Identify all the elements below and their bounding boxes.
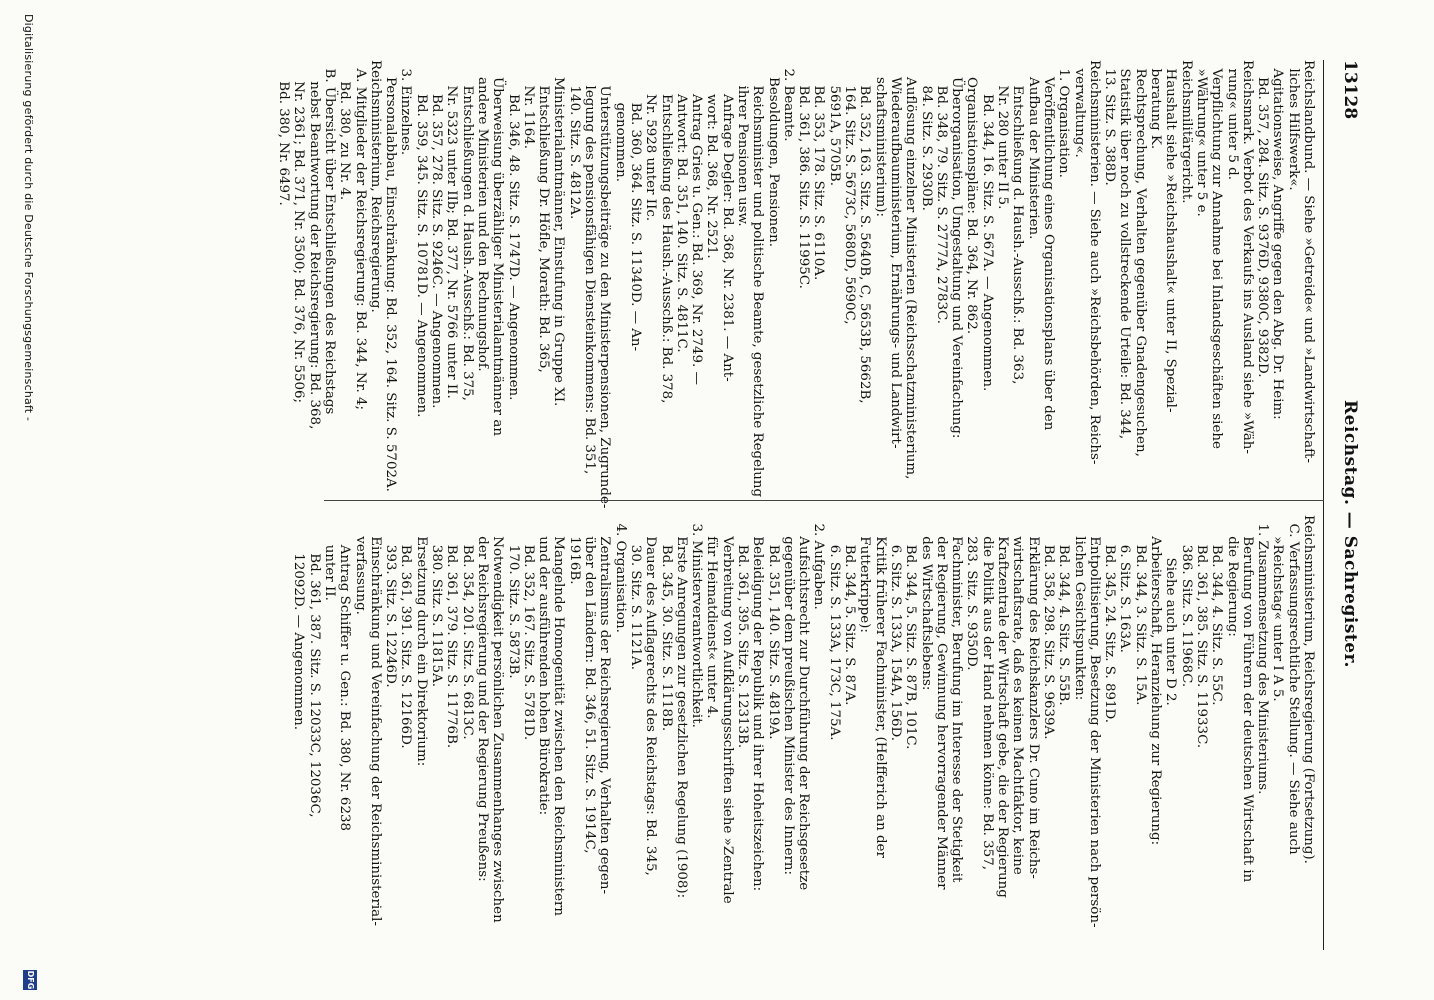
index-entry-line: Reichsmilitärgericht. (1178, 60, 1194, 204)
index-entry-line: Reichsministerium, Reichsregierung (Fortsetzung). (1301, 515, 1316, 864)
index-entry-line: 30. Sitz. S. 1121A. (627, 515, 643, 670)
index-entry-line: Bd. 346, 48. Sitz. S. 1747D. — Angenommen. (505, 60, 521, 401)
index-entry-line: des Wirtschaftslebens: (918, 515, 934, 691)
index-entry-line: Bd. 344, 3. Sitz. S. 15A. (1132, 515, 1148, 706)
index-entry-line: 140. Sitz. S. 4812A. (566, 60, 582, 220)
index-entry-line: der Reichsregierung und der Regierung Preußens: (474, 515, 490, 882)
index-entry-line: Verbreitung von Aufklärungsschriften siehe »Zentrale (719, 515, 735, 904)
index-entry-line: für Heimatdienst« unter 4. (704, 515, 720, 719)
index-entry-line: verfassung. (352, 515, 368, 615)
index-entry-line: Bd. 351, 140. Sitz. S. 4819A. (765, 515, 781, 740)
index-entry-line: Erklärung des Reichskanzlers Dr. Cuno im Reichs- (1025, 515, 1041, 879)
index-entry-line: unter II. (322, 515, 337, 601)
index-entry-line: Organisationspläne: Bd. 364, Nr. 862. (964, 60, 980, 335)
index-entry-line: 380. Sitz. S. 11815A. (429, 515, 445, 688)
index-entry-line: Aufsichtsrecht zur Durchführung der Reichsgesetze (796, 515, 812, 891)
dfg-logo-icon: DFG (23, 970, 37, 990)
index-entry-line: Kritik früherer Fachminister, (Helfferich an der (872, 515, 888, 858)
index-entry-line: Reichsmark. Verbot des Verkaufs ins Ausland siehe »Wäh- (1239, 60, 1255, 454)
index-entry-line: 4. Organisation. (612, 515, 628, 633)
index-entry-line: Entschließungen d. Haush.-Ausschß.: Bd. 375, (459, 60, 475, 401)
index-entry-line: Bd. 361, 391. Sitz. S. 12166D. (398, 515, 414, 749)
index-entry-line: Nr. 5928 unter IIc. (643, 60, 659, 222)
index-entry-line: 6. Sitz. S. 163A. (1117, 515, 1133, 653)
index-entry-line: Bd. 345, 24. Sitz. S. 891D. (1102, 515, 1118, 724)
index-entry-line: Entpolitisierung, Besetzung der Ministerien nach persön- (1086, 515, 1102, 928)
index-entry-line: Bd. 361, 386. Sitz. S. 11995C. (796, 60, 812, 289)
index-entry-line: Bd. 359, 345. Sitz. S. 10781D. — Angenommen. (413, 60, 429, 418)
index-entry-line: ihrer Pensionen usw. (735, 60, 751, 227)
index-entry-line: Futterkrippe): (857, 515, 873, 633)
index-entry-line: schaftsministerium): (872, 60, 888, 218)
index-entry-line: Reichslandbund. — Siehe »Getreide« und »Landwirtschaft- (1301, 60, 1316, 463)
index-entry-line: Bd. 380, Nr. 6497. (276, 60, 292, 206)
index-entry-line: Bd. 361, 395. Sitz. S. 12313B. (735, 515, 751, 749)
index-entry-line: Bd. 361, 387. Sitz. S. 12033C, 12036C, (306, 515, 322, 818)
index-entry-line: Antwort: Bd. 351, 140. Sitz. S. 4811C. (673, 60, 689, 353)
index-entry-line: Entschließung d. Haush.-Ausschß.: Bd. 363, (1010, 60, 1026, 385)
index-entry-line: wort: Bd. 368, Nr. 2521. (704, 60, 720, 259)
index-entry-line: Arbeiterschaft, Heranziehung zur Regierung: (1148, 515, 1164, 846)
left-column (276, 60, 1316, 509)
index-entry-line: der Regierung, Gewinnung hervorragender Männer (933, 515, 949, 890)
index-entry-line: 12092D. — Angenommen. (291, 515, 307, 731)
index-entry-line: Anfrage Degler: Bd. 368, Nr. 2381. — Ant- (719, 60, 735, 382)
index-entry-line: 1. Organisation. (1056, 60, 1072, 178)
index-entry-line: A. Mitglieder der Reichsregierung: Bd. 344, Nr. 4; (352, 60, 368, 411)
index-entry-line: Bd. 344, 5. Sitz. S. 87A. (842, 515, 858, 706)
index-entry-line: 6. Sitz. S. 133A, 173C, 175A. (826, 515, 842, 741)
index-entry-line: 3. Einzelnes. (398, 60, 414, 156)
index-entry-line: Bd. 348, 79. Sitz. S. 2777A, 2783C. (933, 60, 949, 325)
index-entry-line: Erste Anregungen zur gesetzlichen Regelung (1908): (673, 515, 689, 899)
index-entry-line: liches Hilfswerk«. (1285, 60, 1301, 191)
index-entry-line: Bd. 344, 4. Sitz. S. 55B. (1056, 515, 1072, 706)
index-entry-line: rung« unter 5 d. (1224, 60, 1240, 180)
index-entry-line: Entschließung des Haush.-Ausschß.: Bd. 378, (658, 60, 674, 404)
index-entry-line: »Währung« unter 5 e. (1193, 60, 1209, 217)
index-entry-line: 2. Aufgaben. (811, 515, 827, 610)
index-entry-line: Personalabbau, Einschränkung: Bd. 352, 164. Sitz. S. 5702A. (383, 60, 399, 492)
index-entry-line: 283. Sitz. S. 9350D. (964, 515, 980, 671)
index-entry-line: Mangelnde Homogenität zwischen den Reichsministern (551, 515, 567, 917)
index-entry-line: Bd. 358, 298. Sitz. S. 9639A. (1040, 515, 1056, 740)
index-entry-line: Aufbau der Ministerien. (1025, 60, 1041, 240)
index-entry-line: Nr. 1164. (520, 60, 536, 150)
index-entry-line: Bd. 357, 278. Sitz. S. 9246C. — Angenommen. (429, 60, 445, 409)
index-entry-line: Notwendigkeit persönlichen Zusammenhanges zwischen (490, 515, 506, 923)
index-entry-line: Bd. 352, 163. Sitz. S. 5640B, C, 5653B, 5662B, (857, 60, 873, 404)
index-entry-line: Einschränkung und Vereinfachung der Reichsministerial- (367, 515, 383, 926)
index-entry-line: 6. Sitz. S. 133A, 154A, 156D. (887, 515, 903, 741)
index-entry-line: und der ausführenden hohen Bürokratie: (536, 515, 552, 816)
index-entry-line: lichen Gesichtspunkten: (1071, 515, 1087, 701)
index-entry-line: Nr. 5323 unter IIb; Bd. 377, Nr. 5766 unter II. (444, 60, 460, 399)
index-entry-line: nebst Beantwortung der Reichsregierung: Bd. 368, (306, 60, 322, 430)
index-entry-line: legung des pensionsfähigen Diensteinkommens: Bd. 351, (582, 60, 598, 475)
index-entry-line: 170. Sitz. S. 5873B. (505, 515, 521, 679)
index-entry-line: 3. Ministerverantwortlichkeit. (689, 515, 705, 728)
page-number: 13128 (1340, 60, 1360, 120)
index-entry-line: 5691A, 5705B. (826, 60, 842, 186)
index-entry-line: 13. Sitz. S. 388D. (1102, 60, 1118, 186)
index-entry-line: die Politik aus der Hand nehmen könne: Bd. 357, (979, 515, 995, 870)
index-entry-line: genommen. (612, 60, 628, 182)
index-entry-line: Rechtsprechung, Verhalten gegenüber Gnadengesuchen, (1132, 60, 1148, 457)
index-entry-line: Berufung von Führern der deutschen Wirtschaft in (1239, 515, 1255, 883)
index-entry-line: 393. Sitz. S. 12246D. (383, 515, 399, 688)
index-entry-line: Bd. 344, 16. Sitz. S. 567A. — Angenommen. (979, 60, 995, 392)
index-entry-line: über den Ländern: Bd. 346, 51. Sitz. S. 1914C, (582, 515, 598, 854)
index-entry-line: Wiederaufbauministerium, Ernährungs- und Landwirt- (887, 60, 903, 449)
running-title: Reichstag. — Sachregister. (1340, 400, 1360, 668)
index-entry-line: Entschließung Dr. Höfle, Morath: Bd. 365, (536, 60, 552, 373)
index-entry-line: 2. Beamte. (780, 60, 796, 142)
index-entry-line: Antrag Gries u. Gen.: Bd. 369, Nr. 2749. — (689, 60, 705, 385)
index-entry-line: Ersetzung durch ein Direktorium: (413, 515, 429, 767)
index-entry-line: Bd. 345, 30. Sitz. S. 1118B. (658, 515, 674, 732)
index-entry-line: C. Verfassungsrechtliche Stellung. — Siehe auch (1285, 515, 1301, 855)
index-entry-line: Bd. 344, 5. Sitz. S. 87B, 101C. (903, 515, 919, 750)
index-entry-line: Überweisung überzähliger Ministerialamtmänner an (490, 60, 506, 436)
index-entry-line: Auflösung einzelner Ministerien (Reichsschatzministerium, (903, 60, 919, 480)
index-entry-line: Veröffentlichung eines Organisationsplans über den (1040, 60, 1056, 431)
index-entry-line: 84. Sitz. S. 2930B. (918, 60, 934, 211)
digitization-footer (15, 0, 41, 1000)
index-entry-line: Bd. 361, 385. Sitz. S. 11933C. (1193, 515, 1209, 749)
index-entry-line: Agitationsweise, Angriffe gegen den Abg. Dr. Heim: (1270, 60, 1286, 420)
index-entry-line: Kraftzentrale der Wirtschaft gebe, die der Regierung (995, 515, 1011, 898)
index-entry-line: Nr. 280 unter II 5. (995, 60, 1011, 210)
index-entry-line: beratung K. (1148, 60, 1164, 150)
index-entry-line: Bd. 352, 167. Sitz. S. 5781D. (520, 515, 536, 741)
index-entry-line: Statistik über noch zu vollstreckende Urteile: Bd. 344, (1117, 60, 1133, 440)
index-entry-line: Bd. 360, 364. Sitz. S. 11340D. — An- (627, 60, 643, 352)
index-entry-line: Bd. 357, 284. Sitz. S. 9376D, 9380C, 9382D. (1255, 60, 1271, 378)
index-entry-line: 164. Sitz. S. 5673C, 5680D, 5690C, (842, 60, 858, 325)
index-entry-line: Besoldungen, Pensionen. (765, 60, 781, 248)
footer-credit: Digitalisierung gefördert durch die Deutsche Forschungsgemeinschaft - (22, 14, 35, 422)
index-entry-line: Zentralismus der Reichsregierung, Verhalten gegen- (597, 515, 613, 895)
index-entry-line: Verpflichtung zur Annahme bei Inlandsgeschäften siehe (1209, 60, 1225, 449)
index-entry-line: verwaltung«. (1071, 60, 1087, 158)
index-entry-line: Bd. 353, 178. Sitz. S. 6110A. (811, 60, 827, 281)
index-entry-line: 386. Sitz. S. 11968C. (1178, 515, 1194, 688)
index-entry-line: Reichsministerium, Reichsregierung. (367, 60, 383, 313)
column-divider (324, 500, 1324, 501)
index-entry-line: Reichsministerien. — Siehe auch »Reichsbehörden, Reichs- (1086, 60, 1102, 465)
page-header (1328, 0, 1364, 1000)
index-entry-line: »Reichstag« unter I A 5. (1270, 515, 1286, 702)
index-entry-line: Bd. 354, 201. Sitz. S. 6813C. (459, 515, 475, 740)
index-entry-line: Bd. 361, 379. Sitz. S. 11776B. (444, 515, 460, 749)
index-entry-line: Unterstützungsbeiträge zu den Ministerpensionen, Zugrunde- (597, 60, 613, 509)
index-entry-line: Nr. 2361; Bd. 371, Nr. 3500; Bd. 376, Nr. 5506; (291, 60, 307, 404)
header-rule (1323, 60, 1324, 950)
index-entry-line: Dauer des Auflagerechts des Reichstags: Bd. 345, (643, 515, 659, 876)
index-entry-line: Bd. 344, 4. Sitz. S. 55C. (1209, 515, 1225, 706)
right-column (291, 515, 1316, 945)
index-entry-line: B. Übersicht über Entschließungen des Reichstags (322, 60, 337, 415)
index-entry-line: 1. Zusammensetzung des Ministeriums. (1255, 515, 1271, 795)
index-entry-line: andere Ministerien und den Rechnungshof. (474, 60, 490, 372)
index-entry-line: Fachminister, Berufung im Interesse der Stetigkeit (949, 515, 965, 883)
index-entry-line: Siehe auch unter D 2. (1163, 515, 1179, 706)
index-entry-line: Bd. 380, zu Nr. 4. (337, 60, 353, 201)
index-entry-line: Überorganisation, Umgestaltung und Vereinfachung: (949, 60, 965, 439)
index-entry-line: Ministerialamtmänner, Einstufung in Gruppe XI. (551, 60, 567, 407)
index-entry-line: die Regierung: (1224, 515, 1240, 637)
index-entry-line: 1916B. (566, 515, 582, 585)
index-entry-line: Antrag Schiffer u. Gen.: Bd. 380, Nr. 6238 (337, 515, 353, 831)
index-entry-line: gegenüber dem preußischen Minister des Innern: (780, 515, 796, 876)
index-entry-line: Haushalt siehe »Reichshaushalt« unter II, Spezial- (1163, 60, 1179, 413)
index-entry-line: wirtschaftsrate, daß es keinen Machtfaktor, keine (1010, 515, 1026, 875)
index-entry-line: Reichsminister und politische Beamte, gesetzliche Regelung (750, 60, 766, 498)
index-entry-line: Beleidigung der Republik und ihrer Hoheitszeichen: (750, 515, 766, 892)
